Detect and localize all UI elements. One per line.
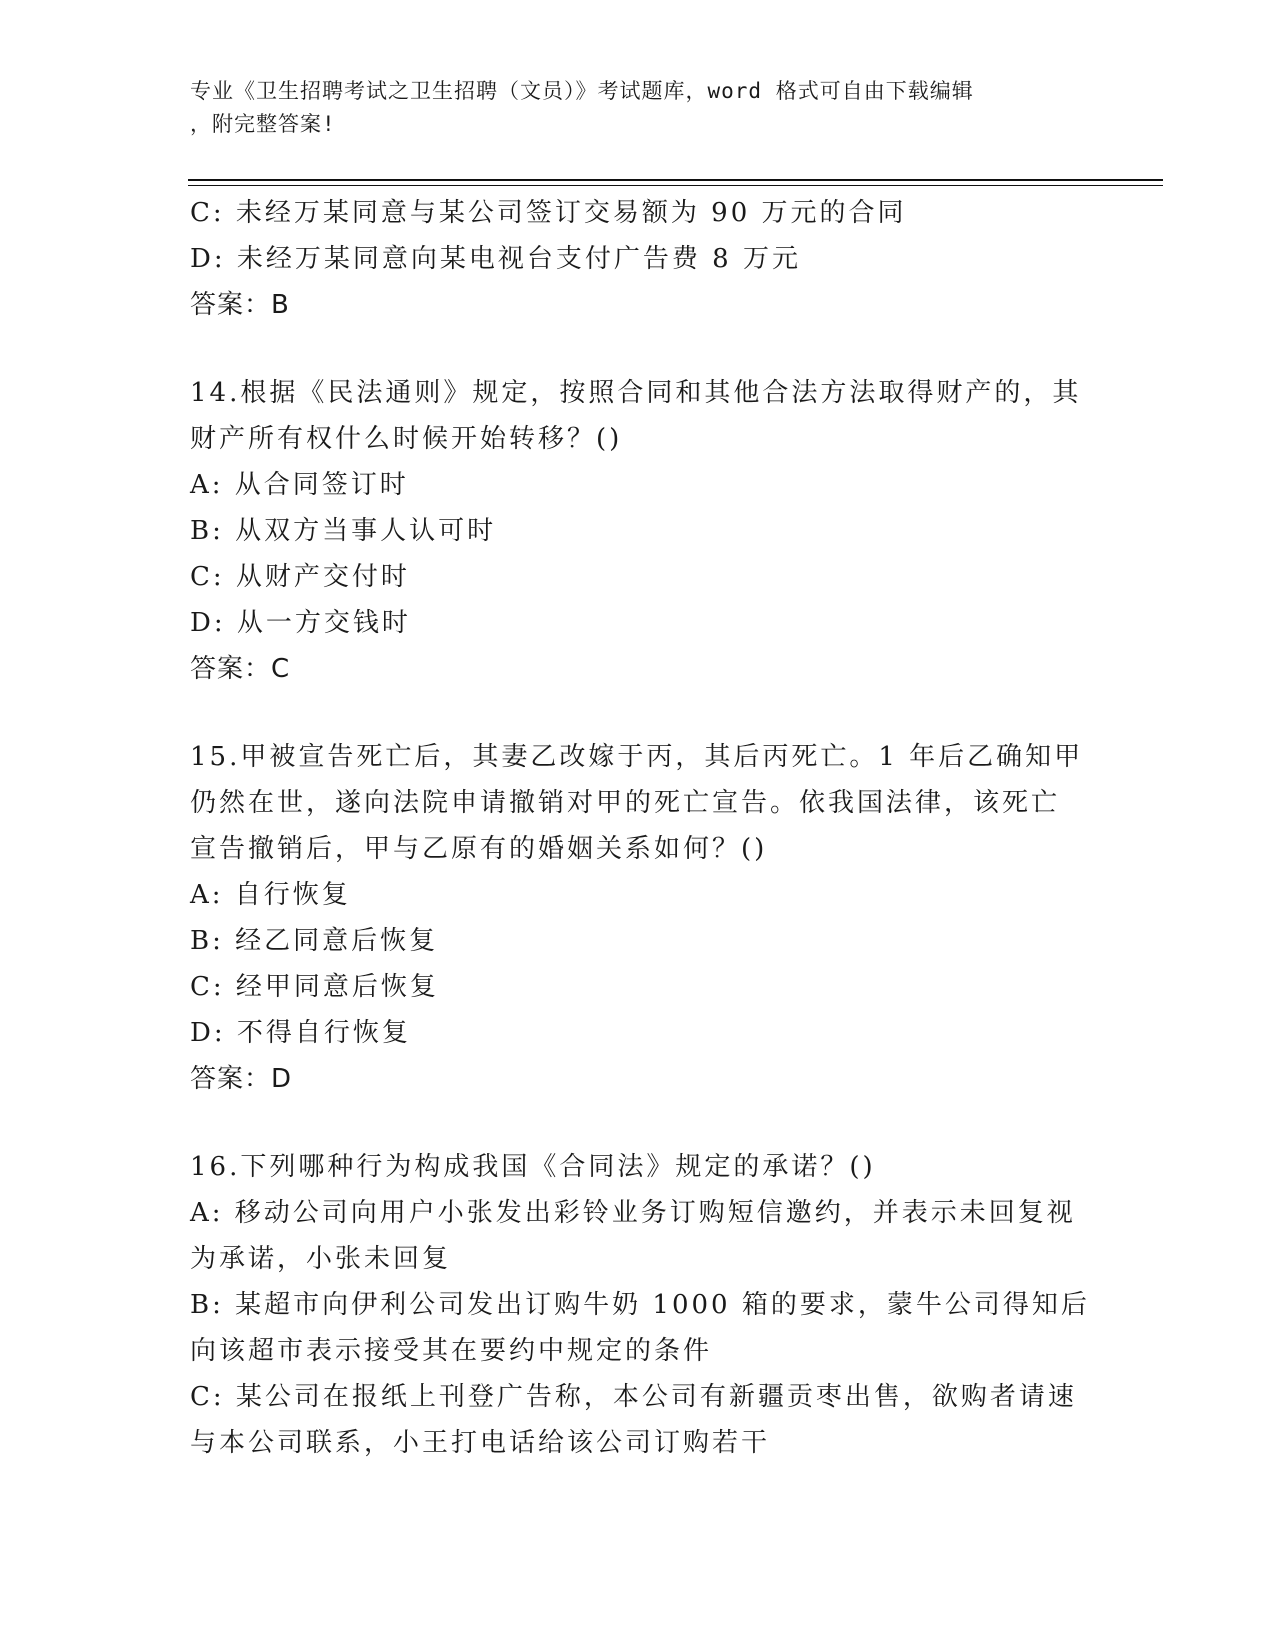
question-stem: 宣告撤销后，甲与乙原有的婚姻关系如何？()	[190, 834, 768, 864]
question-stem: 16.下列哪种行为构成我国《合同法》规定的承诺？()	[190, 1152, 876, 1182]
option-c: C: 经甲同意后恢复	[190, 972, 439, 1002]
answer: 答案：B	[190, 290, 290, 320]
question-15	[190, 734, 1090, 1102]
option-c: C: 从财产交付时	[190, 562, 410, 592]
question-list	[190, 190, 1090, 1466]
option-c: C: 某公司在报纸上刊登广告称，本公司有新疆贡枣出售，欲购者请速	[190, 1382, 1077, 1412]
document-header	[190, 75, 1070, 141]
answer: 答案：C	[190, 654, 291, 684]
option-a: A: 自行恢复	[190, 880, 351, 910]
option-b-continued: 向该超市表示接受其在要约中规定的条件	[190, 1336, 713, 1366]
option-c-continued: 与本公司联系，小王打电话给该公司订购若干	[190, 1428, 771, 1458]
header-divider-thin	[188, 185, 1163, 186]
option-a: A: 移动公司向用户小张发出彩铃业务订购短信邀约，并表示未回复视	[190, 1198, 1076, 1228]
option-d: D: 从一方交钱时	[190, 608, 411, 638]
header-line-1: 专业《卫生招聘考试之卫生招聘（文员）》考试题库，word 格式可自由下载编辑	[190, 79, 974, 103]
question-14	[190, 370, 1090, 692]
question-stem: 15.甲被宣告死亡后，其妻乙改嫁于丙，其后丙死亡。1 年后乙确知甲	[190, 742, 1084, 772]
option-b: B: 经乙同意后恢复	[190, 926, 439, 956]
option-b: B: 从双方当事人认可时	[190, 516, 497, 546]
option-d: D: 未经万某同意向某电视台支付广告费 8 万元	[190, 244, 801, 274]
question-16	[190, 1144, 1090, 1466]
question-stem: 财产所有权什么时候开始转移？()	[190, 424, 623, 454]
answer: 答案：D	[190, 1064, 293, 1094]
question-stem: 仍然在世，遂向法院申请撤销对甲的死亡宣告。依我国法律，该死亡	[190, 788, 1061, 818]
question-stem: 14.根据《民法通则》规定，按照合同和其他合法方法取得财产的，其	[190, 378, 1082, 408]
question-13-tail	[190, 190, 1090, 328]
option-c: C: 未经万某同意与某公司签订交易额为 90 万元的合同	[190, 198, 907, 228]
option-d: D: 不得自行恢复	[190, 1018, 411, 1048]
option-a-continued: 为承诺，小张未回复	[190, 1244, 452, 1274]
header-divider-thick	[188, 179, 1163, 181]
header-line-2: ，附完整答案!	[190, 112, 336, 136]
option-b: B: 某超市向伊利公司发出订购牛奶 1000 箱的要求，蒙牛公司得知后	[190, 1290, 1090, 1320]
option-a: A: 从合同签订时	[190, 470, 409, 500]
